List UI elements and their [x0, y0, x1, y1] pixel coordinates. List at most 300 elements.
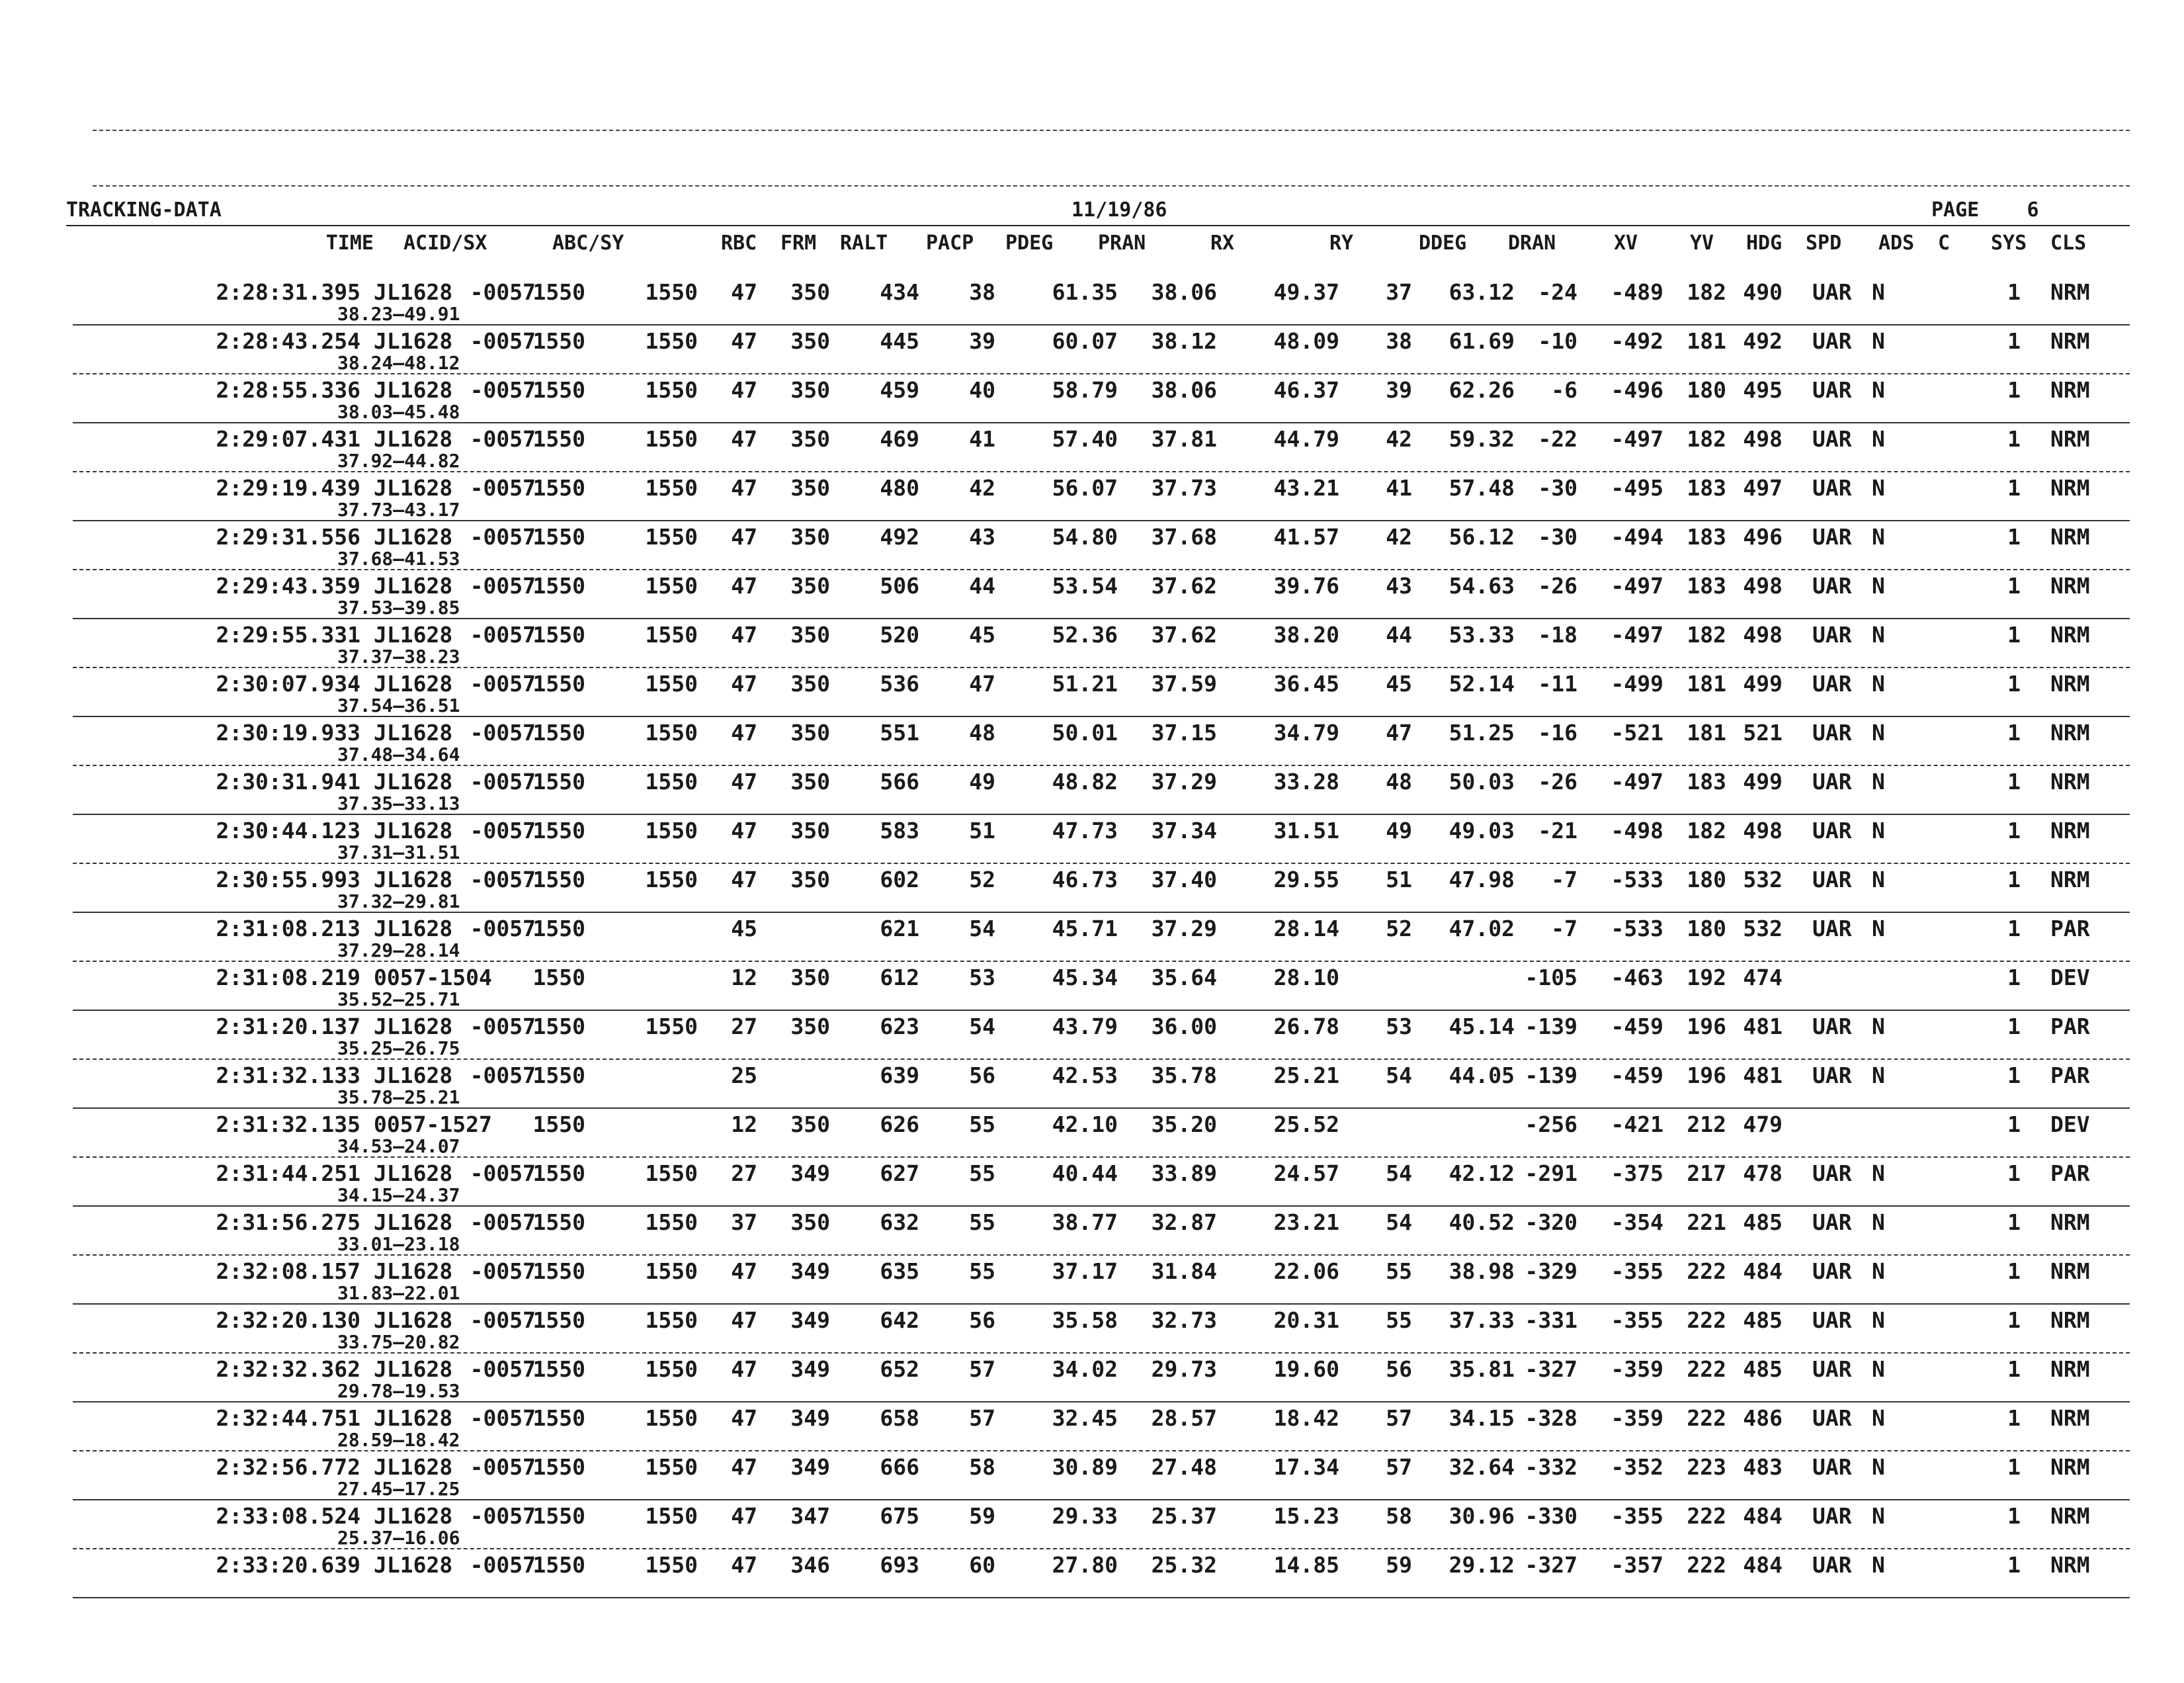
cell-xv: -320: [1525, 1209, 1577, 1235]
cell-dran: 49.03: [1449, 818, 1515, 843]
cell-c: N: [1872, 1454, 1885, 1480]
cell-abc: -0057: [470, 524, 536, 550]
cell-ry: 18.42: [1273, 1405, 1339, 1431]
cell-c: N: [1872, 475, 1885, 501]
cell-c: N: [1872, 916, 1885, 941]
cell-abc: -0057: [470, 1307, 536, 1333]
position-subline: [337, 1135, 460, 1157]
cell-ry: 29.55: [1273, 867, 1339, 892]
cell-sys: 1: [2007, 426, 2021, 452]
cell-yv: -497: [1611, 769, 1663, 795]
column-header: DRAN: [1508, 232, 1556, 255]
column-header: RX: [1210, 232, 1235, 255]
cell-pacp: 623: [880, 1014, 919, 1039]
cell-xv: -139: [1525, 1014, 1577, 1039]
cell-sq: 1550: [532, 1552, 585, 1578]
cell-pacp: 652: [880, 1356, 919, 1382]
page-label: PAGE: [1931, 198, 1980, 222]
cell-time: 2:29:31.556: [216, 524, 360, 550]
cell-hdg: 212: [1687, 1111, 1726, 1137]
cell-sq: 1550: [532, 671, 585, 697]
cell-pran: 27.80: [1052, 1552, 1118, 1578]
cell-yv: -355: [1611, 1307, 1663, 1333]
cell-frm: 47: [731, 475, 757, 501]
cell-rx: 28.57: [1151, 1405, 1217, 1431]
position-subline: [337, 1429, 460, 1451]
cell-time: 2:33:20.639: [216, 1552, 360, 1578]
cell-pdeg: 39: [969, 328, 995, 354]
cell-ads: UAR: [1812, 1062, 1852, 1088]
cell-frm: 47: [731, 1552, 757, 1578]
position-subline: [337, 1184, 460, 1206]
cell-xv: -24: [1538, 279, 1577, 305]
cell-pran: 45.34: [1052, 965, 1118, 990]
cell-pacp: 675: [880, 1503, 919, 1529]
cell-xv: -21: [1538, 818, 1577, 843]
column-header: YV: [1690, 232, 1714, 255]
cell-ralt: 350: [790, 671, 830, 697]
sub-x-value: 33.75: [337, 1331, 394, 1353]
cell-spd: 492: [1743, 328, 1783, 354]
cell-sq: 1550: [532, 1160, 585, 1186]
cell-dran: 50.03: [1449, 769, 1515, 795]
cell-ads: UAR: [1812, 818, 1852, 843]
cell-acid: JL1628: [374, 1454, 453, 1480]
cell-ddeg: 49: [1386, 818, 1412, 843]
sub-separator: —: [393, 450, 405, 472]
cell-ry: 15.23: [1273, 1503, 1339, 1529]
table-row: [0, 913, 2184, 962]
cell-cls: PAR: [2050, 1160, 2090, 1186]
cell-rx: 37.59: [1151, 671, 1217, 697]
cell-time: 2:30:44.123: [216, 818, 360, 843]
cell-ddeg: 57: [1386, 1405, 1412, 1431]
cell-rbc: 1550: [645, 818, 698, 843]
position-subline: [337, 842, 460, 863]
cell-spd: 497: [1743, 475, 1783, 501]
cell-xv: -10: [1538, 328, 1577, 354]
cell-sys: 1: [2007, 1552, 2021, 1578]
sub-y-value: 48.12: [404, 352, 460, 374]
cell-c: N: [1872, 1062, 1885, 1088]
cell-frm: 47: [731, 769, 757, 795]
cell-rbc: 1550: [645, 1014, 698, 1039]
cell-ry: 19.60: [1273, 1356, 1339, 1382]
cell-c: N: [1872, 1160, 1885, 1186]
cell-sys: 1: [2007, 328, 2021, 354]
cell-pacp: 459: [880, 377, 919, 403]
cell-spd: 498: [1743, 573, 1783, 599]
cell-cls: NRM: [2050, 1405, 2090, 1431]
cell-ry: 41.57: [1273, 524, 1339, 550]
table-row: [0, 1109, 2184, 1158]
cell-yv: -489: [1611, 279, 1663, 305]
cell-rx: 38.06: [1151, 279, 1217, 305]
sub-x-value: 37.53: [337, 597, 394, 619]
cell-frm: 47: [731, 867, 757, 892]
cell-acid: JL1628: [374, 426, 453, 452]
sub-x-value: 28.59: [337, 1429, 394, 1451]
cell-hdg: 182: [1687, 622, 1726, 648]
cell-sq: 1550: [532, 1503, 585, 1529]
sub-separator: —: [393, 646, 405, 668]
cell-sq: 1550: [532, 622, 585, 648]
cell-hdg: 183: [1687, 475, 1726, 501]
cell-dran: 53.33: [1449, 622, 1515, 648]
cell-rbc: 1550: [645, 426, 698, 452]
cell-yv: -492: [1611, 328, 1663, 354]
cell-cls: PAR: [2050, 1014, 2090, 1039]
cell-rbc: 1550: [645, 1356, 698, 1382]
cell-ads: UAR: [1812, 475, 1852, 501]
cell-sys: 1: [2007, 524, 2021, 550]
cell-pacp: 639: [880, 1062, 919, 1088]
cell-xv: -22: [1538, 426, 1577, 452]
cell-time: 2:30:55.993: [216, 867, 360, 892]
cell-time: 2:33:08.524: [216, 1503, 360, 1529]
cell-spd: 481: [1743, 1062, 1783, 1088]
cell-ads: UAR: [1812, 1209, 1852, 1235]
cell-cls: NRM: [2050, 867, 2090, 892]
cell-rbc: 1550: [645, 1503, 698, 1529]
cell-spd: 485: [1743, 1209, 1783, 1235]
cell-time: 2:31:08.213: [216, 916, 360, 941]
cell-ry: 38.20: [1273, 622, 1339, 648]
cell-yv: -459: [1611, 1062, 1663, 1088]
position-subline: [337, 597, 460, 619]
cell-dran: 51.25: [1449, 720, 1515, 746]
cell-rx: 37.29: [1151, 916, 1217, 941]
cell-spd: 521: [1743, 720, 1783, 746]
cell-rx: 27.48: [1151, 1454, 1217, 1480]
cell-acid: JL1628: [374, 328, 453, 354]
cell-ads: UAR: [1812, 426, 1852, 452]
cell-sq: 1550: [532, 328, 585, 354]
cell-ads: UAR: [1812, 769, 1852, 795]
cell-ralt: 350: [790, 1014, 830, 1039]
cell-sys: 1: [2007, 622, 2021, 648]
cell-spd: 498: [1743, 818, 1783, 843]
table-row: [0, 277, 2184, 325]
cell-rx: 25.37: [1151, 1503, 1217, 1529]
cell-dran: 62.26: [1449, 377, 1515, 403]
table-row: [0, 521, 2184, 570]
cell-rx: 37.15: [1151, 720, 1217, 746]
sub-x-value: 37.68: [337, 548, 394, 570]
cell-pdeg: 57: [969, 1356, 995, 1382]
cell-pdeg: 56: [969, 1307, 995, 1333]
sub-y-value: 38.23: [404, 646, 460, 668]
cell-ry: 25.21: [1273, 1062, 1339, 1088]
cell-pacp: 520: [880, 622, 919, 648]
position-subline: [337, 352, 460, 374]
cell-ralt: 350: [790, 426, 830, 452]
cell-rbc: 1550: [645, 1552, 698, 1578]
cell-ads: UAR: [1812, 279, 1852, 305]
cell-ads: UAR: [1812, 1356, 1852, 1382]
cell-abc: -0057: [470, 720, 536, 746]
sub-separator: —: [393, 1135, 405, 1157]
cell-hdg: 222: [1687, 1258, 1726, 1284]
cell-sq: 1550: [532, 1454, 585, 1480]
column-header: SYS: [1991, 232, 2027, 255]
cell-ads: UAR: [1812, 1160, 1852, 1186]
cell-ads: UAR: [1812, 622, 1852, 648]
cell-abc: -0057: [470, 1552, 536, 1578]
cell-pdeg: 56: [969, 1062, 995, 1088]
cell-xv: -139: [1525, 1062, 1577, 1088]
cell-spd: 484: [1743, 1503, 1783, 1529]
cell-rbc: 1550: [645, 720, 698, 746]
sub-x-value: 38.23: [337, 303, 394, 325]
cell-rbc: 1550: [645, 867, 698, 892]
cell-frm: 12: [731, 1111, 757, 1137]
row-separator: [73, 1597, 2130, 1598]
cell-c: N: [1872, 1014, 1885, 1039]
cell-sys: 1: [2007, 671, 2021, 697]
cell-frm: 37: [731, 1209, 757, 1235]
cell-pran: 45.71: [1052, 916, 1118, 941]
cell-hdg: 182: [1687, 279, 1726, 305]
cell-sq: 1550: [532, 475, 585, 501]
cell-rbc: 1550: [645, 769, 698, 795]
cell-pacp: 612: [880, 965, 919, 990]
cell-c: N: [1872, 1356, 1885, 1382]
cell-ads: UAR: [1812, 573, 1852, 599]
sub-x-value: 29.78: [337, 1380, 394, 1402]
sub-y-value: 49.91: [404, 303, 460, 325]
cell-xv: -330: [1525, 1503, 1577, 1529]
table-row: [0, 1060, 2184, 1109]
cell-acid: JL1628: [374, 1014, 453, 1039]
cell-dran: 42.12: [1449, 1160, 1515, 1186]
cell-spd: 484: [1743, 1552, 1783, 1578]
cell-ddeg: 41: [1386, 475, 1412, 501]
cell-abc: -0057: [470, 1062, 536, 1088]
cell-pran: 60.07: [1052, 328, 1118, 354]
cell-cls: NRM: [2050, 1552, 2090, 1578]
cell-acid: JL1628: [374, 1209, 453, 1235]
cell-pacp: 626: [880, 1111, 919, 1137]
cell-rbc: 1550: [645, 622, 698, 648]
cell-yv: -495: [1611, 475, 1663, 501]
cell-dran: 54.63: [1449, 573, 1515, 599]
cell-rx: 38.12: [1151, 328, 1217, 354]
cell-c: N: [1872, 524, 1885, 550]
sub-y-value: 34.64: [404, 744, 460, 765]
cell-sys: 1: [2007, 720, 2021, 746]
cell-ads: UAR: [1812, 1454, 1852, 1480]
column-header: XV: [1614, 232, 1638, 255]
cell-pdeg: 48: [969, 720, 995, 746]
cell-hdg: 223: [1687, 1454, 1726, 1480]
cell-ralt: 350: [790, 1209, 830, 1235]
cell-rx: 38.06: [1151, 377, 1217, 403]
cell-frm: 47: [731, 328, 757, 354]
cell-acid: JL1628: [374, 1503, 453, 1529]
cell-pdeg: 59: [969, 1503, 995, 1529]
cell-acid: JL1628: [374, 867, 453, 892]
cell-acid: JL1628: [374, 573, 453, 599]
cell-ralt: 347: [790, 1503, 830, 1529]
cell-ddeg: 52: [1386, 916, 1412, 941]
cell-yv: -375: [1611, 1160, 1663, 1186]
cell-pacp: 506: [880, 573, 919, 599]
sub-x-value: 38.24: [337, 352, 394, 374]
cell-pdeg: 49: [969, 769, 995, 795]
column-header: DDEG: [1419, 232, 1467, 255]
sub-y-value: 23.18: [404, 1233, 460, 1255]
cell-sys: 1: [2007, 1307, 2021, 1333]
cell-yv: -496: [1611, 377, 1663, 403]
cell-pran: 37.17: [1052, 1258, 1118, 1284]
cell-yv: -494: [1611, 524, 1663, 550]
cell-ralt: 350: [790, 377, 830, 403]
cell-ry: 33.28: [1273, 769, 1339, 795]
cell-dran: 45.14: [1449, 1014, 1515, 1039]
cell-hdg: 181: [1687, 328, 1726, 354]
cell-rx: 36.00: [1151, 1014, 1217, 1039]
page-indicator: [1931, 198, 2039, 222]
cell-hdg: 217: [1687, 1160, 1726, 1186]
cell-ads: UAR: [1812, 1258, 1852, 1284]
cell-ddeg: 42: [1386, 524, 1412, 550]
cell-spd: 495: [1743, 377, 1783, 403]
cell-sys: 1: [2007, 916, 2021, 941]
cell-rbc: 1550: [645, 1258, 698, 1284]
cell-abc: -0057: [470, 279, 536, 305]
cell-yv: -533: [1611, 867, 1663, 892]
cell-ads: UAR: [1812, 1014, 1852, 1039]
cell-sq: 1550: [532, 965, 585, 990]
cell-pran: 40.44: [1052, 1160, 1118, 1186]
cell-sys: 1: [2007, 1209, 2021, 1235]
cell-rx: 37.81: [1151, 426, 1217, 452]
cell-yv: -355: [1611, 1503, 1663, 1529]
cell-pran: 46.73: [1052, 867, 1118, 892]
cell-rx: 35.78: [1151, 1062, 1217, 1088]
cell-spd: 485: [1743, 1307, 1783, 1333]
cell-pdeg: 38: [969, 279, 995, 305]
cell-ddeg: 38: [1386, 328, 1412, 354]
cell-xv: -329: [1525, 1258, 1577, 1284]
cell-sys: 1: [2007, 279, 2021, 305]
cell-ralt: 349: [790, 1160, 830, 1186]
sub-separator: —: [393, 303, 405, 325]
cell-pdeg: 54: [969, 916, 995, 941]
cell-hdg: 180: [1687, 916, 1726, 941]
cell-yv: -459: [1611, 1014, 1663, 1039]
cell-pacp: 566: [880, 769, 919, 795]
cell-hdg: 183: [1687, 524, 1726, 550]
cell-rbc: 1550: [645, 1160, 698, 1186]
cell-cls: NRM: [2050, 377, 2090, 403]
report-date: 11/19/86: [1071, 198, 1167, 222]
cell-pran: 34.02: [1052, 1356, 1118, 1382]
cell-cls: NRM: [2050, 1356, 2090, 1382]
sub-separator: —: [393, 597, 405, 619]
cell-sq: 1550: [532, 1209, 585, 1235]
cell-yv: -355: [1611, 1258, 1663, 1284]
cell-abc: -0057: [470, 475, 536, 501]
cell-xv: -332: [1525, 1454, 1577, 1480]
cell-ddeg: 45: [1386, 671, 1412, 697]
cell-rx: 33.89: [1151, 1160, 1217, 1186]
cell-pdeg: 43: [969, 524, 995, 550]
cell-spd: 474: [1743, 965, 1783, 990]
cell-pran: 42.53: [1052, 1062, 1118, 1088]
cell-ry: 20.31: [1273, 1307, 1339, 1333]
cell-cls: NRM: [2050, 1454, 2090, 1480]
cell-ddeg: 47: [1386, 720, 1412, 746]
cell-sq: 1550: [532, 279, 585, 305]
cell-rbc: 1550: [645, 1209, 698, 1235]
cell-rx: 25.32: [1151, 1552, 1217, 1578]
cell-sys: 1: [2007, 1258, 2021, 1284]
cell-pdeg: 58: [969, 1454, 995, 1480]
cell-pacp: 635: [880, 1258, 919, 1284]
cell-xv: -327: [1525, 1356, 1577, 1382]
cell-ddeg: 54: [1386, 1062, 1412, 1088]
cell-hdg: 183: [1687, 573, 1726, 599]
cell-rx: 37.29: [1151, 769, 1217, 795]
cell-acid: JL1628: [374, 1307, 453, 1333]
cell-spd: 498: [1743, 426, 1783, 452]
sub-y-value: 39.85: [404, 597, 460, 619]
cell-acid: JL1628: [374, 1062, 453, 1088]
cell-frm: 47: [731, 1356, 757, 1382]
cell-sys: 1: [2007, 818, 2021, 843]
cell-spd: 490: [1743, 279, 1783, 305]
cell-pdeg: 51: [969, 818, 995, 843]
cell-hdg: 222: [1687, 1405, 1726, 1431]
report-header: [66, 198, 2130, 278]
cell-abc: -0057: [470, 1454, 536, 1480]
position-subline: [337, 1380, 460, 1402]
cell-rx: 37.73: [1151, 475, 1217, 501]
cell-dran: 38.98: [1449, 1258, 1515, 1284]
cell-frm: 47: [731, 426, 757, 452]
sub-x-value: 35.52: [337, 988, 394, 1010]
cell-sq: 1550: [532, 1062, 585, 1088]
cell-yv: -499: [1611, 671, 1663, 697]
cell-ry: 36.45: [1273, 671, 1339, 697]
cell-pdeg: 54: [969, 1014, 995, 1039]
cell-c: N: [1872, 279, 1885, 305]
cell-yv: -497: [1611, 622, 1663, 648]
cell-sys: 1: [2007, 573, 2021, 599]
cell-time: 2:31:32.133: [216, 1062, 360, 1088]
cell-xv: -105: [1525, 965, 1577, 990]
cell-xv: -7: [1551, 916, 1577, 941]
cell-yv: -521: [1611, 720, 1663, 746]
cell-acid: 0057-1527: [374, 1111, 492, 1137]
sub-y-value: 26.75: [404, 1037, 460, 1059]
cell-frm: 47: [731, 818, 757, 843]
cell-cls: PAR: [2050, 916, 2090, 941]
cell-rbc: 1550: [645, 1454, 698, 1480]
cell-ralt: 349: [790, 1454, 830, 1480]
cell-abc: -0057: [470, 377, 536, 403]
cell-ads: UAR: [1812, 867, 1852, 892]
cell-xv: -7: [1551, 867, 1577, 892]
table-row: [0, 962, 2184, 1011]
cell-xv: -256: [1525, 1111, 1577, 1137]
table-row: [0, 1305, 2184, 1354]
cell-hdg: 182: [1687, 818, 1726, 843]
cell-acid: JL1628: [374, 720, 453, 746]
cell-ralt: 349: [790, 1405, 830, 1431]
